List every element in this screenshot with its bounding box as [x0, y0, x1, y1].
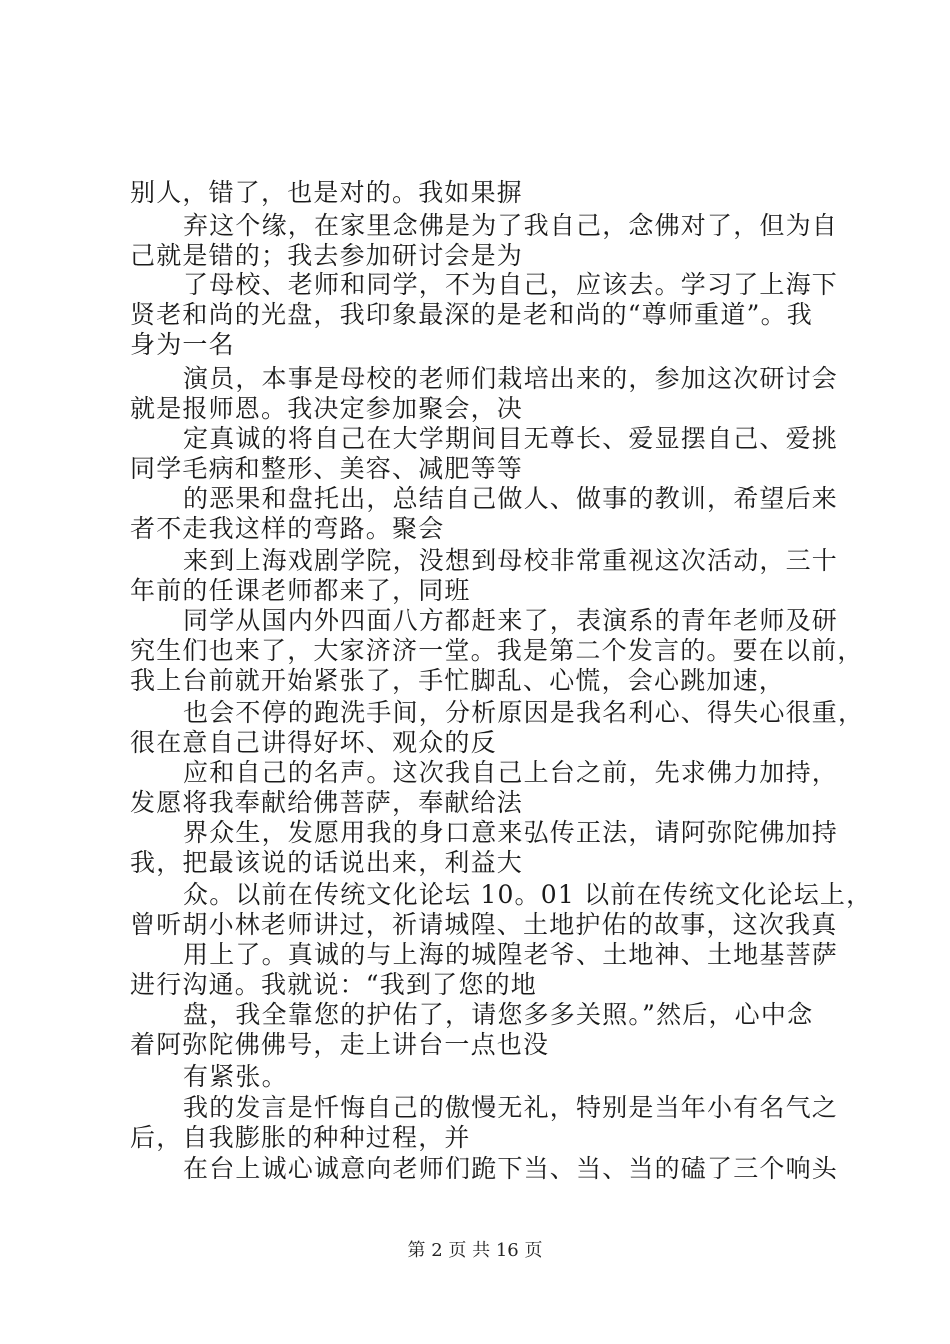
text-line: 我的发言是忏悔自己的傲慢无礼，特别是当年小有名气之	[183, 1093, 839, 1122]
text-line: 定真诚的将自己在大学期间目无尊长、爱显摆自己、爱挑	[183, 424, 839, 453]
text-line: 身为一名	[130, 330, 235, 359]
text-line: 我上台前就开始紧张了，手忙脚乱、心慌，会心跳加速，	[130, 666, 786, 695]
text-line: 也会不停的跑洗手间，分析原因是我名利心、得失心很重，	[183, 698, 865, 727]
text-line: 同学毛病和整形、美容、减肥等等	[130, 454, 524, 483]
text-line: 应和自己的名声。这次我自己上台之前，先求佛力加持，	[183, 758, 839, 787]
text-line: 的恶果和盘托出，总结自己做人、做事的教训，希望后来	[183, 484, 839, 513]
page-footer: 第 2 页 共 16 页	[407, 1240, 543, 1261]
text-line: 界众生，发愿用我的身口意来弘传正法，请阿弥陀佛加持	[183, 818, 839, 847]
text-line: 众。以前在传统文化论坛 10。01 以前在传统文化论坛上，	[183, 880, 873, 909]
text-line: 己就是错的；我去参加研讨会是为	[130, 241, 524, 270]
text-line: 弃这个缘，在家里念佛是为了我自己，念佛对了，但为自	[183, 211, 839, 240]
text-line: 别人，错了，也是对的。我如果摒	[130, 178, 524, 207]
text-line: 来到上海戏剧学院，没想到母校非常重视这次活动，三十	[183, 546, 839, 575]
text-line: 了母校、老师和同学，不为自己，应该去。学习了上海下	[183, 270, 839, 299]
text-line: 很在意自己讲得好坏、观众的反	[130, 728, 497, 757]
text-line: 着阿弥陀佛佛号，走上讲台一点也没	[130, 1030, 550, 1059]
text-line: 在台上诚心诚意向老师们跪下当、当、当的磕了三个响头	[183, 1154, 839, 1183]
text-line: 后，自我膨胀的种种过程，并	[130, 1123, 471, 1152]
text-line: 同学从国内外四面八方都赶来了，表演系的青年老师及研	[183, 606, 839, 635]
text-line: 有紧张。	[183, 1062, 288, 1091]
text-line: 我，把最该说的话说出来，利益大	[130, 848, 524, 877]
text-line: 年前的任课老师都来了，同班	[130, 576, 471, 605]
text-line: 进行沟通。我就说：“我到了您的地	[130, 970, 537, 999]
text-line: 曾听胡小林老师讲过，祈请城隍、土地护佑的故事，这次我真	[130, 910, 838, 939]
text-line: 发愿将我奉献给佛菩萨，奉献给法	[130, 788, 524, 817]
text-line: 贤老和尚的光盘，我印象最深的是老和尚的“尊师重道”。我	[130, 300, 813, 329]
text-line: 就是报师恩。我决定参加聚会，决	[130, 394, 524, 423]
text-line: 演员，本事是母校的老师们栽培出来的，参加这次研讨会	[183, 364, 839, 393]
text-line: 盘，我全靠您的护佑了，请您多多关照。”然后，心中念	[183, 1000, 814, 1029]
text-line: 用上了。真诚的与上海的城隍老爷、土地神、土地基菩萨	[183, 940, 839, 969]
text-line: 者不走我这样的弯路。聚会	[130, 514, 445, 543]
text-line: 究生们也来了，大家济济一堂。我是第二个发言的。要在以前，	[130, 636, 864, 665]
